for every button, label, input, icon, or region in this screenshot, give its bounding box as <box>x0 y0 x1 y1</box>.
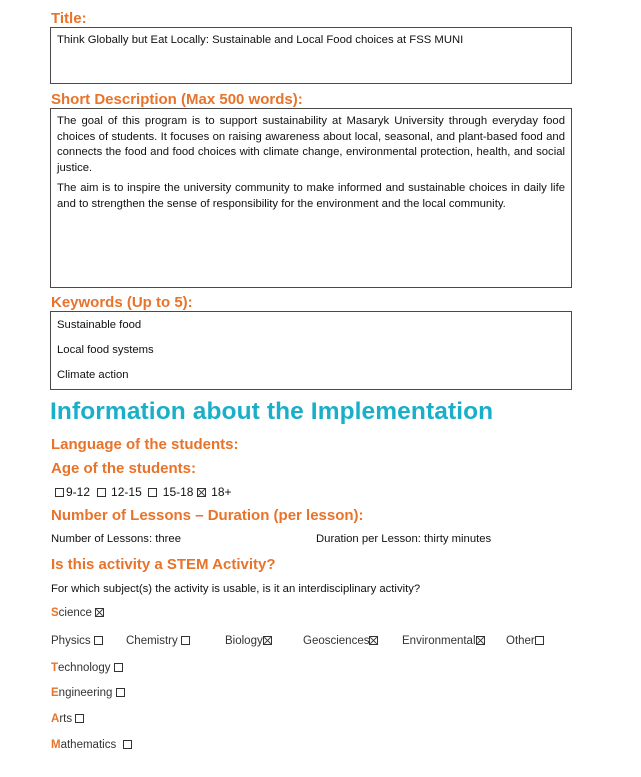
age-option-15-18[interactable]: 15-18 <box>148 485 193 499</box>
checkbox-icon[interactable] <box>75 714 84 723</box>
checkbox-icon[interactable] <box>114 663 123 672</box>
mathematics-row[interactable]: Mathematics <box>51 739 134 751</box>
keywords-label: Keywords (Up to 5): <box>51 294 193 311</box>
age-options <box>55 485 232 499</box>
checkbox-checked-icon[interactable] <box>197 488 206 497</box>
lessons-count: Number of Lessons: three <box>51 533 181 545</box>
age-option-9-12[interactable]: 9-12 <box>55 485 90 499</box>
stem-label: Is this activity a STEM Activity? <box>51 556 276 573</box>
keyword-item: Local food systems <box>57 344 154 356</box>
description-paragraph-1: The goal of this program is to support sustainability at Masaryk University through everyday food choices of students. It focuses on raising awareness about local, seasonal, and plant-based food and connects the food and food choices with climate change, environmental protection, health, and social justice. <box>57 115 565 174</box>
arts-row[interactable]: Arts <box>51 713 86 725</box>
language-label: Language of the students: <box>51 436 239 453</box>
lessons-label: Number of Lessons – Duration (per lesson): <box>51 507 364 524</box>
keywords-field[interactable] <box>50 311 572 390</box>
checkbox-icon[interactable] <box>97 488 106 497</box>
implementation-heading: Information about the Implementation <box>50 398 494 425</box>
keyword-item: Sustainable food <box>57 319 142 331</box>
checkbox-icon[interactable] <box>148 488 157 497</box>
technology-row[interactable]: Technology <box>51 662 125 674</box>
checkbox-checked-icon[interactable] <box>369 636 378 645</box>
checkbox-icon[interactable] <box>94 636 103 645</box>
science-row[interactable]: Science <box>51 607 106 619</box>
subject-biology[interactable]: Biology <box>225 635 274 647</box>
subject-chemistry[interactable]: Chemistry <box>126 635 192 647</box>
checkbox-checked-icon[interactable] <box>95 608 104 617</box>
checkbox-icon[interactable] <box>123 740 132 749</box>
keyword-item: Climate action <box>57 369 129 381</box>
title-field[interactable] <box>50 27 572 84</box>
subject-other[interactable]: Other <box>506 635 546 647</box>
lessons-duration: Duration per Lesson: thirty minutes <box>316 533 492 545</box>
checkbox-checked-icon[interactable] <box>476 636 485 645</box>
description-field[interactable] <box>50 108 572 288</box>
checkbox-icon[interactable] <box>181 636 190 645</box>
title-value: Think Globally but Eat Locally: Sustainable and Local Food choices at FSS MUNI <box>57 34 464 46</box>
engineering-row[interactable]: Engineering <box>51 687 127 699</box>
age-option-18-plus[interactable]: 18+ <box>197 485 232 499</box>
title-label: Title: <box>51 10 87 27</box>
checkbox-icon[interactable] <box>535 636 544 645</box>
age-option-12-15[interactable]: 12-15 <box>97 485 142 499</box>
checkbox-icon[interactable] <box>55 488 64 497</box>
stem-question: For which subject(s) the activity is usable, is it an interdisciplinary activity? <box>51 583 421 595</box>
description-label: Short Description (Max 500 words): <box>51 91 303 108</box>
checkbox-icon[interactable] <box>116 688 125 697</box>
subject-environmental[interactable]: Environmental <box>402 635 487 647</box>
subject-physics[interactable]: Physics <box>51 635 105 647</box>
subject-geosciences[interactable]: Geosciences <box>303 635 380 647</box>
description-paragraph-2: The aim is to inspire the university community to make informed and sustainable choices in daily life and to strengthen the sense of responsibility for the environment and the local community. <box>57 182 565 210</box>
age-label: Age of the students: <box>51 460 196 477</box>
checkbox-checked-icon[interactable] <box>263 636 272 645</box>
